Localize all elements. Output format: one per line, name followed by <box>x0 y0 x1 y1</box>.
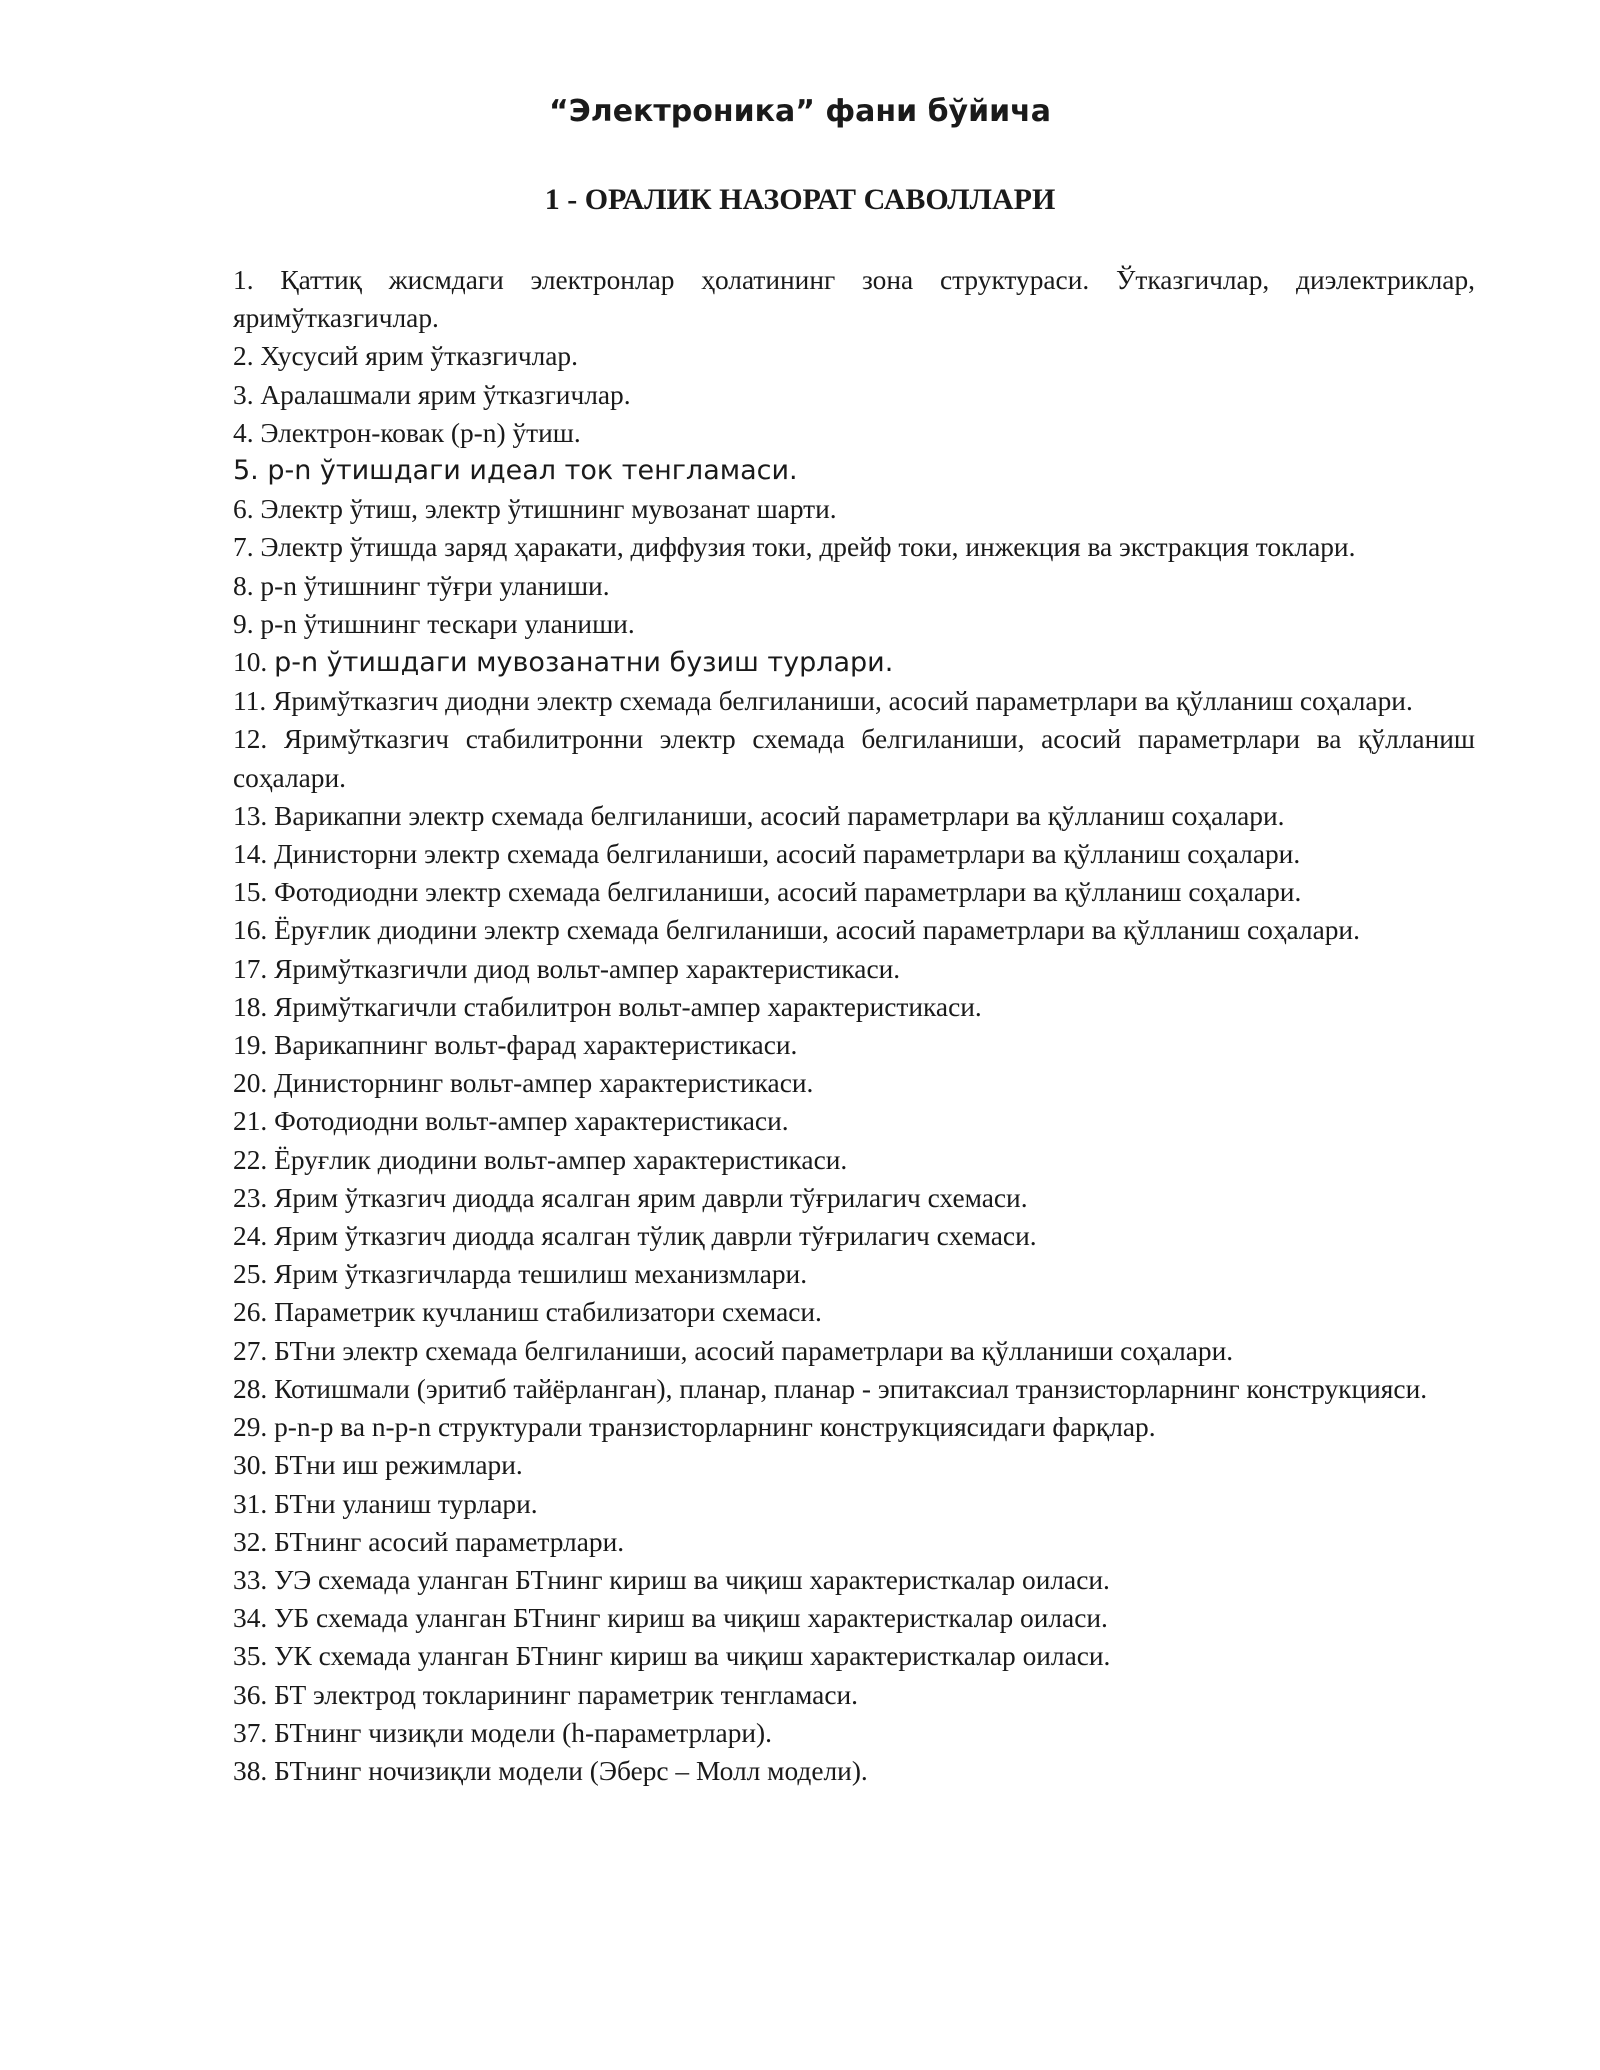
question-item: 34. УБ схемада уланган БТнинг кириш ва чиқиш характеристкалар оиласи. <box>233 1603 1108 1634</box>
question-item: 8. p-n ўтишнинг тўғри уланиши. <box>233 570 610 601</box>
question-item: 1. Қаттиқ жисмдаги электронлар ҳолатининг зона структураси. Ўтказгичлар, диэлектриклар, яримўтказгичлар. <box>233 265 1475 334</box>
question-item: 9. p-n ўтишнинг тескари уланиши. <box>233 608 635 639</box>
question-item: 37. БТнинг чизиқли модели (h-параметрлари). <box>233 1717 773 1748</box>
question-item: 11. Яримўтказгич диодни электр схемада белгиланиши, асосий параметрлари ва қўлланиш соҳалари. <box>233 686 1413 717</box>
question-item: 23. Ярим ўтказгич диодда ясалган ярим даврли тўғрилагич схемаси. <box>233 1182 1028 1213</box>
question-item: 19. Варикапнинг вольт-фарад характеристикаси. <box>233 1030 798 1061</box>
question-item: 12. Яримўтказгич стабилитронни электр схемада белгиланиши, асосий параметрлари ва қўлланиш соҳалари. <box>233 724 1475 793</box>
question-item: 27. БТни электр схемада белгиланиши, асосий параметрлари ва қўлланиши соҳалари. <box>233 1335 1234 1366</box>
question-item: 13. Варикапни электр схемада белгиланиши, асосий параметрлари ва қўлланиш соҳалари. <box>233 800 1285 831</box>
document-subtitle: 1 - ОРАЛИК НАЗОРАТ САВОЛЛАРИ <box>544 183 1056 216</box>
question-item: 2. Хусусий ярим ўтказгичлар. <box>233 341 578 372</box>
question-item: 33. УЭ схемада уланган БТнинг кириш ва чиқиш характеристкалар оиласи. <box>233 1564 1110 1595</box>
question-item: 7. Электр ўтишда заряд ҳаракати, диффузия токи, дрейф токи, инжекция ва экстракция токлари. <box>233 532 1356 563</box>
question-item: 30. БТни иш режимлари. <box>233 1450 523 1481</box>
question-item: 38. БТнинг ночизиқли модели (Эберс – Молл модели). <box>233 1755 868 1786</box>
question-list <box>233 261 1475 1790</box>
question-item: 16. Ёруғлик диодини электр схемада белгиланиши, асосий параметрлари ва қўлланиш соҳалари. <box>233 915 1360 946</box>
question-text: p-n ўтишдаги мувозанатни бузиш турлари. <box>274 647 894 679</box>
question-item: 29. p-n-p ва n-p-n структурали транзисторларнинг конструкциясидаги фарқлар. <box>233 1412 1156 1443</box>
question-item: 32. БТнинг асосий параметрлари. <box>233 1526 625 1557</box>
question-item: 5. p-n ўтишдаги идеал ток тенгламаси. <box>233 455 798 487</box>
question-item: 22. Ёруғлик диодини вольт-ампер характеристикаси. <box>233 1144 848 1175</box>
question-item: 14. Динисторни электр схемада белгиланиши, асосий параметрлари ва қўлланиш соҳалари. <box>233 839 1301 870</box>
question-item: 20. Динисторнинг вольт-ампер характеристикаси. <box>233 1068 814 1099</box>
question-item: 6. Электр ўтиш, электр ўтишнинг мувозанат шарти. <box>233 494 837 525</box>
question-number: 10. <box>233 647 275 678</box>
question-item: 15. Фотодиодни электр схемада белгиланиши, асосий параметрлари ва қўлланиш соҳалари. <box>233 877 1302 908</box>
question-item: 17. Яримўтказгичли диод вольт-ампер характеристикаси. <box>233 953 901 984</box>
question-item <box>233 643 1475 682</box>
question-item: 26. Параметрик кучланиш стабилизатори схемаси. <box>233 1297 822 1328</box>
question-item: 36. БТ электрод токларининг параметрик тенгламаси. <box>233 1679 858 1710</box>
question-item: 24. Ярим ўтказгич диодда ясалган тўлиқ даврли тўғрилагич схемаси. <box>233 1221 1037 1252</box>
question-item: 31. БТни уланиш турлари. <box>233 1488 538 1519</box>
question-item: 4. Электрон-ковак (p-n) ўтиш. <box>233 417 581 448</box>
question-item: 35. УК схемада уланган БТнинг кириш ва чиқиш характеристкалар оиласи. <box>233 1641 1111 1672</box>
question-item: 25. Ярим ўтказгичларда тешилиш механизмлари. <box>233 1259 808 1290</box>
question-item: 28. Котишмали (эритиб тайёрланган), планар, планар - эпитаксиал транзисторларнинг конструкцияси. <box>233 1373 1428 1404</box>
question-item: 18. Яримўткагичли стабилитрон вольт-ампер характеристикаси. <box>233 991 982 1022</box>
question-item: 3. Аралашмали ярим ўтказгичлар. <box>233 379 631 410</box>
document-title: “Электроника” фани бўйича <box>549 94 1051 129</box>
question-item: 21. Фотодиодни вольт-ампер характеристикаси. <box>233 1106 789 1137</box>
